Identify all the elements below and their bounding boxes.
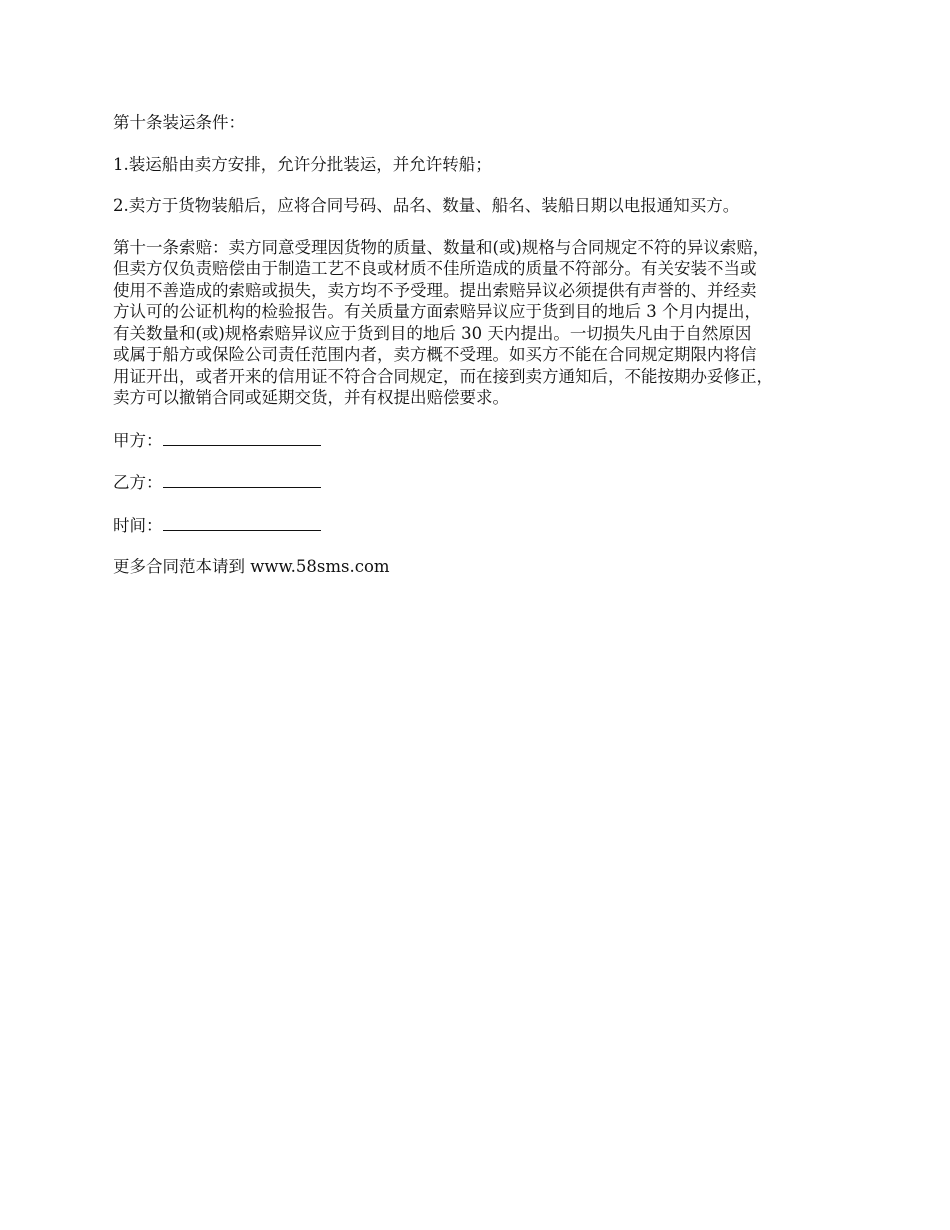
article11-claims-paragraph — [113, 237, 853, 409]
party-b-signature-row — [113, 471, 853, 494]
article10-heading: 第十条装运条件： — [113, 113, 245, 132]
party-a-signature-row — [113, 429, 853, 452]
article11-line: 使用不善造成的索赔或损失，卖方均不予受理。提出索赔异议必须提供有声誉的、并经卖 — [113, 280, 757, 300]
article11-line: 卖方可以撤销合同或延期交货，并有权提出赔偿要求。 — [113, 388, 509, 407]
article11-line: 或属于船方或保险公司责任范围内者，卖方概不受理。如买方不能在合同规定期限内将信 — [113, 345, 757, 364]
article11-line: 有关数量和(或)规格索赔异议应于货到目的地后 30 天内提出。一切损失凡由于自然原因 — [113, 323, 752, 343]
article11-line: 但卖方仅负责赔偿由于制造工艺不良或材质不佳所造成的质量不符部分。有关安装不当或 — [113, 259, 757, 278]
article10-item-2: 2.卖方于货物装船后，应将合同号码、品名、数量、船名、装船日期以电报通知买方。 — [113, 196, 740, 215]
article11-line: 方认可的公证机构的检验报告。有关质量方面索赔异议应于货到目的地后 3 个月内提出， — [113, 302, 761, 321]
party-a-label: 甲方： — [113, 430, 163, 450]
footer-more-templates: 更多合同范本请到 www.58sms.com — [113, 557, 390, 576]
party-b-label: 乙方： — [113, 473, 163, 492]
date-label: 时间： — [113, 515, 163, 535]
article10-item-1: 1.装运船由卖方安排，允许分批装运，并允许转船； — [113, 154, 492, 174]
party-a-signature-line — [163, 429, 321, 446]
article11-line: 第十一条索赔：卖方同意受理因货物的质量、数量和(或)规格与合同规定不符的异议索赔， — [113, 237, 770, 257]
date-signature-line — [163, 514, 321, 531]
contract-page — [113, 112, 853, 578]
article11-line: 用证开出，或者开来的信用证不符合合同规定，而在接到卖方通知后，不能按期办妥修正， — [113, 366, 773, 386]
party-b-signature-line — [163, 471, 321, 488]
date-signature-row — [113, 514, 853, 537]
